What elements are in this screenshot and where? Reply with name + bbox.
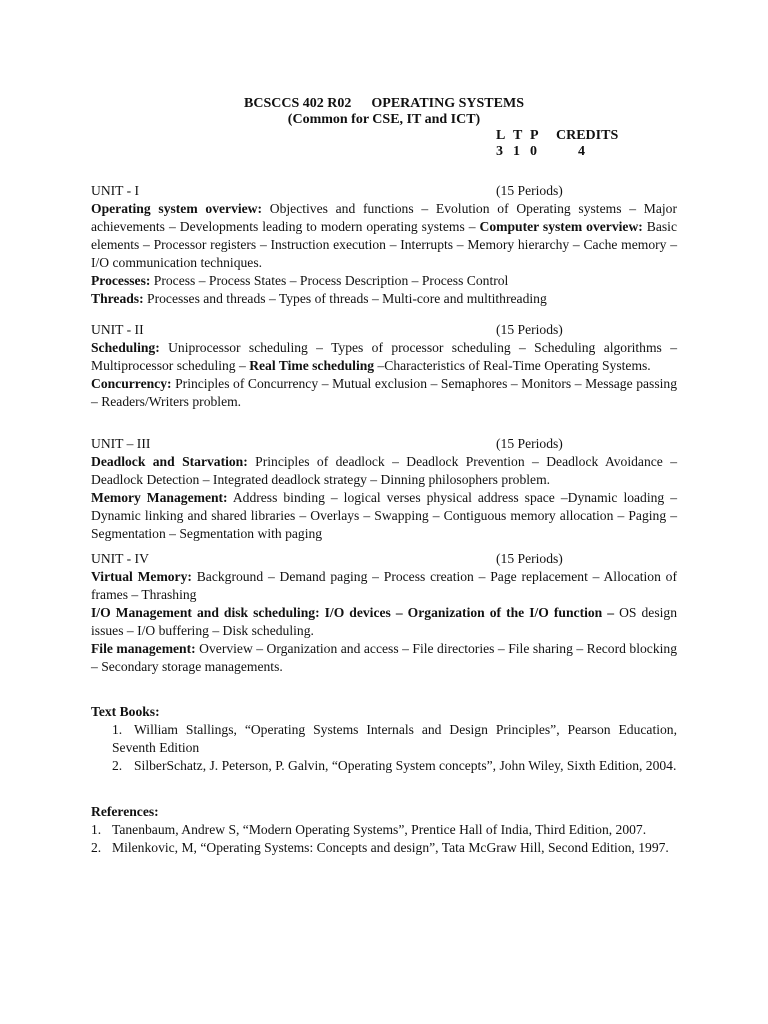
ltp-value-l: 3 [496,144,503,159]
topic-text: Address binding – logical verses physical address space –Dynamic loading – Dynamic linking and shared libraries – Overlays – Swapping – Contiguous memory allocation – Paging – Segmentation – Segmentation with paging [91,490,678,541]
unit-topic [91,568,677,604]
unit-heading [91,182,677,200]
ltp-label-p: P [530,128,539,143]
course-name: OPERATING SYSTEMS [371,96,524,111]
unit-2 [91,321,677,411]
unit-topic [91,640,677,676]
topic-text: Objectives and functions – Evolution of Operating systems – Major achievements – Developments leading to modern operating systems – [91,201,677,234]
ltp-value-t: 1 [513,144,520,159]
ltp-label-credits: CREDITS [556,128,619,143]
unit-heading [91,550,677,568]
item-number: 2. [91,840,102,855]
item-text: Tanenbaum, Andrew S, “Modern Operating Systems”, Prentice Hall of India, Third Edition, 2007. [112,822,647,837]
text-books-list [112,721,677,775]
list-item [91,821,677,839]
topic-term: Computer system overview: [479,219,643,234]
ltp-value-p: 0 [530,144,537,159]
references-heading: References: [91,804,159,819]
item-text: Milenkovic, M, “Operating Systems: Concepts and design”, Tata McGraw Hill, Second Edition, 1997. [112,840,669,855]
unit-topic [91,339,677,375]
topic-term: Operating system overview: [91,201,263,216]
topic-term: File management: [91,641,196,656]
unit-topic [91,453,677,489]
topic-text: OS design issues – I/O buffering – Disk scheduling. [91,605,678,638]
list-item [91,839,677,857]
unit-4 [91,550,677,676]
topic-text: Background – Demand paging – Process creation – Page replacement – Allocation of frames – Thrashing [91,569,677,602]
text-books-heading: Text Books: [91,704,160,719]
topic-term: Threads: [91,291,144,306]
unit-title: UNIT - II [91,322,144,337]
item-number: 1. [112,722,123,737]
unit-periods: (15 Periods) [496,322,563,337]
topic-term: Scheduling: [91,340,160,355]
topic-term: Memory Management: [91,490,228,505]
unit-title: UNIT - I [91,183,140,198]
unit-periods: (15 Periods) [496,183,563,198]
item-text: William Stallings, “Operating Systems Internals and Design Principles”, Pearson Education, Seventh Edition [112,722,677,755]
unit-heading [91,435,677,453]
topic-text: Principles of Concurrency – Mutual exclusion – Semaphores – Monitors – Message passing – Readers/Writers problem. [91,376,677,409]
topic-term: Processes: [91,273,151,288]
topic-text: Overview – Organization and access – File directories – File sharing – Record blocking – Secondary storage managements. [91,641,677,674]
ltp-value-credits: 4 [578,144,585,159]
unit-topic [91,290,677,308]
unit-title: UNIT - IV [91,551,149,566]
topic-term: Real Time scheduling [249,358,375,373]
item-number: 1. [91,822,102,837]
unit-heading [91,321,677,339]
unit-title: UNIT – III [91,436,151,451]
references-list [91,821,677,857]
course-code: BCSCCS 402 R02 [244,96,352,111]
topic-term: Virtual Memory: [91,569,192,584]
unit-1 [91,182,677,308]
list-item [112,757,677,775]
topic-text: Basic elements – Processor registers – Instruction execution – Interrupts – Memory hierarchy – Cache memory – I/O communication techniques. [91,219,677,270]
topic-term: Deadlock and Starvation: [91,454,248,469]
ltp-label-t: T [513,128,523,143]
topic-text: Uniprocessor scheduling – Types of processor scheduling – Scheduling algorithms – Multiprocessor scheduling – [91,340,677,373]
topic-text: Processes and threads – Types of threads – Multi-core and multithreading [143,291,547,306]
course-common-for: (Common for CSE, IT and ICT) [287,112,481,127]
item-text: SilberSchatz, J. Peterson, P. Galvin, “Operating System concepts”, John Wiley, Sixth Edition, 2004. [134,758,677,773]
unit-topic [91,272,677,290]
topic-text: Principles of deadlock – Deadlock Prevention – Deadlock Avoidance – Deadlock Detection – Integrated deadlock strategy – Dinning philosophers problem. [91,454,677,487]
unit-periods: (15 Periods) [496,551,563,566]
unit-topic [91,489,677,543]
unit-topic [91,200,677,272]
list-item [112,721,677,757]
topic-text: Process – Process States – Process Description – Process Control [150,273,509,288]
unit-periods: (15 Periods) [496,436,563,451]
unit-topic [91,375,677,411]
topic-text: –Characteristics of Real-Time Operating Systems. [374,358,651,373]
item-number: 2. [112,758,123,773]
unit-3 [91,435,677,543]
ltp-label-l: L [496,128,506,143]
ltp-values [496,143,585,161]
topic-term: I/O Management and disk scheduling: I/O devices – Organization of the I/O function – [91,605,615,620]
topic-term: Concurrency: [91,376,172,391]
unit-topic [91,604,677,640]
